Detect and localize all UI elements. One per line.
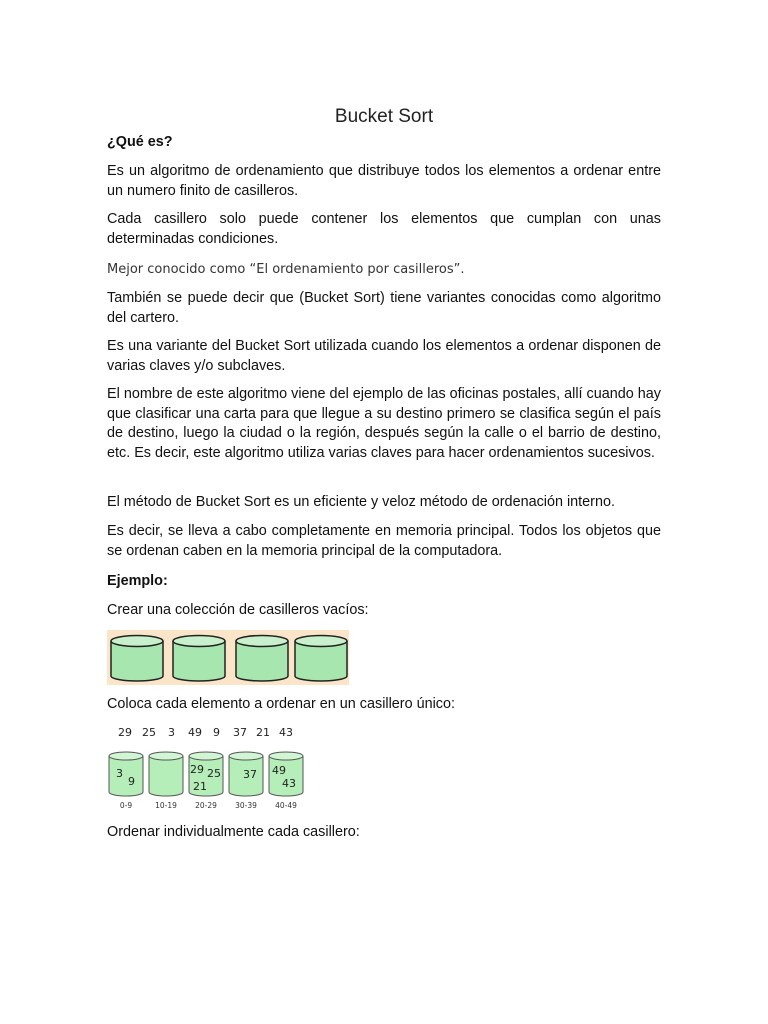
filled-buckets-figure [107, 722, 307, 814]
paragraph-definition: Es un algoritmo de ordenamiento que distribuye todos los elementos a ordenar entre un numero finito de casilleros. [107, 163, 661, 199]
bucket-icon [149, 752, 183, 796]
empty-bucket-icon [173, 636, 225, 682]
input-number: 49 [188, 726, 202, 739]
paragraph-also-known: Mejor conocido como “El ordenamiento por casilleros”. [107, 262, 465, 277]
document-title: Bucket Sort [334, 106, 434, 127]
bucket-value: 49 [272, 764, 286, 777]
paragraph-memory: Es decir, se lleva a cabo completamente en memoria principal. Todos los objetos que se ordenan caben en la memoria principal de la computadora. [107, 523, 661, 559]
bucket-value: 25 [207, 767, 221, 780]
heading-what-is: ¿Qué es? [107, 134, 173, 150]
bucket-range-label: 30-39 [235, 801, 257, 810]
input-number: 25 [142, 726, 156, 739]
paragraph-variants: También se puede decir que (Bucket Sort) tiene variantes conocidas como algoritmo del cartero. [107, 290, 661, 326]
bucket-icon [109, 752, 143, 796]
bucket-value: 37 [243, 768, 257, 781]
bucket-value: 29 [190, 763, 204, 776]
empty-bucket-icon [295, 636, 347, 681]
bucket-range-label: 0-9 [119, 801, 133, 810]
input-number: 3 [168, 726, 175, 739]
paragraph-efficiency: El método de Bucket Sort es un eficiente y veloz método de ordenación interno. [107, 494, 615, 510]
step-create-buckets: Crear una colección de casilleros vacíos: [107, 602, 369, 618]
empty-buckets-figure [107, 630, 349, 685]
step-place-elements: Coloca cada elemento a ordenar en un casillero único: [107, 696, 455, 712]
empty-bucket-icon [236, 636, 288, 682]
paragraph-subkeys: Es una variante del Bucket Sort utilizada cuando los elementos a ordenar disponen de varias claves y/o subclaves. [107, 338, 661, 374]
bucket-value: 21 [193, 780, 207, 793]
bucket-value: 9 [128, 775, 135, 788]
paragraph-conditions: Cada casillero solo puede contener los elementos que cumplan con unas determinadas condiciones. [107, 211, 661, 247]
input-number: 37 [233, 726, 247, 739]
bucket-value: 3 [116, 767, 123, 780]
heading-example: Ejemplo: [107, 573, 168, 589]
input-number: 29 [118, 726, 132, 739]
paragraph-postal-origin: El nombre de este algoritmo viene del ejemplo de las oficinas postales, allí cuando hay que clasificar una carta para que llegue a su destino primero se clasifica según el país de destino, luego la ciudad o la región, después según la calle o el barrio de destino, etc. Es decir, este algoritmo utiliza varias claves para hacer ordenamientos sucesivos. [107, 386, 661, 461]
bucket-value: 43 [282, 777, 296, 790]
input-number: 43 [279, 726, 293, 739]
bucket-range-label: 10-19 [155, 801, 177, 810]
input-number: 9 [213, 726, 220, 739]
step-sort-buckets: Ordenar individualmente cada casillero: [107, 824, 360, 840]
bucket-range-label: 40-49 [275, 801, 297, 810]
input-number: 21 [256, 726, 270, 739]
empty-bucket-icon [111, 636, 163, 682]
bucket-range-label: 20-29 [195, 801, 217, 810]
